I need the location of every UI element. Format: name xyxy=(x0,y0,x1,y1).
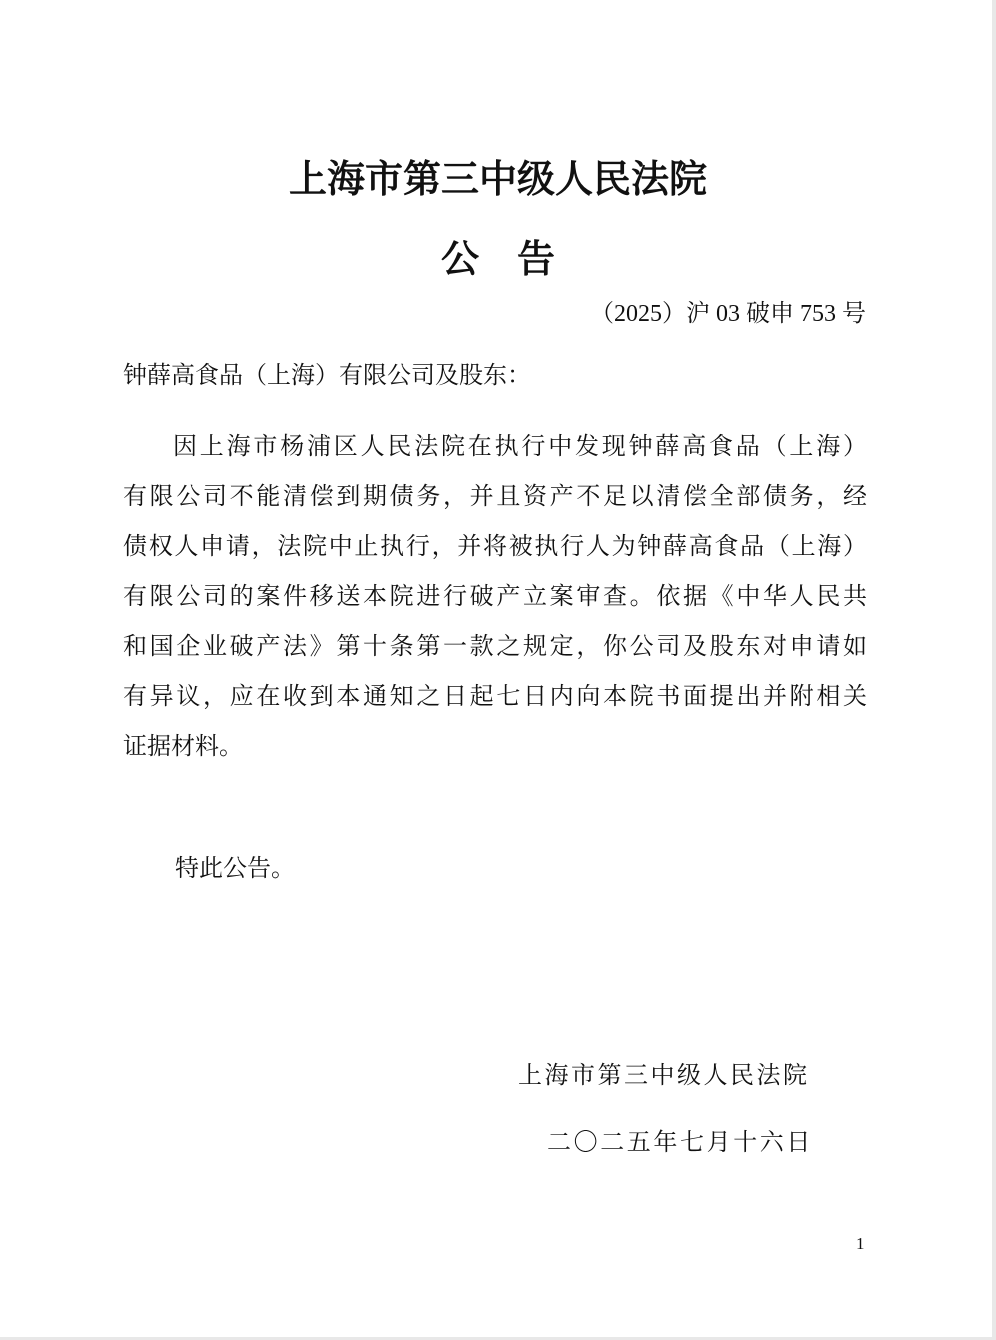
issuing-court-signature: 上海市第三中级人民法院 xyxy=(518,1063,810,1089)
page-number: 1 xyxy=(856,1234,865,1253)
addressee-line: 钟薛高食品（上海）有限公司及股东： xyxy=(123,363,531,389)
body-line: 有限公司的案件移送本院进行破产立案审查。依据《中华人民共 xyxy=(123,584,867,610)
closing-line: 特此公告。 xyxy=(175,856,295,882)
body-line: 证据材料。 xyxy=(123,734,243,760)
page-right-edge xyxy=(992,0,996,1340)
notice-body xyxy=(123,422,867,772)
issue-date: 二〇二五年七月十六日 xyxy=(547,1130,813,1156)
body-line: 有限公司不能清偿到期债务，并且资产不足以清偿全部债务，经 xyxy=(123,484,867,510)
body-line: 有异议，应在收到本通知之日起七日内向本院书面提出并附相关 xyxy=(123,684,867,710)
notice-title: 公 告 xyxy=(440,238,555,281)
case-number: （2025）沪 03 破申 753 号 xyxy=(590,301,866,327)
body-line: 和国企业破产法》第十条第一款之规定，你公司及股东对申请如 xyxy=(123,634,867,660)
court-name-title: 上海市第三中级人民法院 xyxy=(288,159,707,202)
body-line: 因上海市杨浦区人民法院在执行中发现钟薛高食品（上海） xyxy=(173,434,867,460)
body-line: 债权人申请，法院中止执行，并将被执行人为钟薛高食品（上海） xyxy=(123,534,867,560)
